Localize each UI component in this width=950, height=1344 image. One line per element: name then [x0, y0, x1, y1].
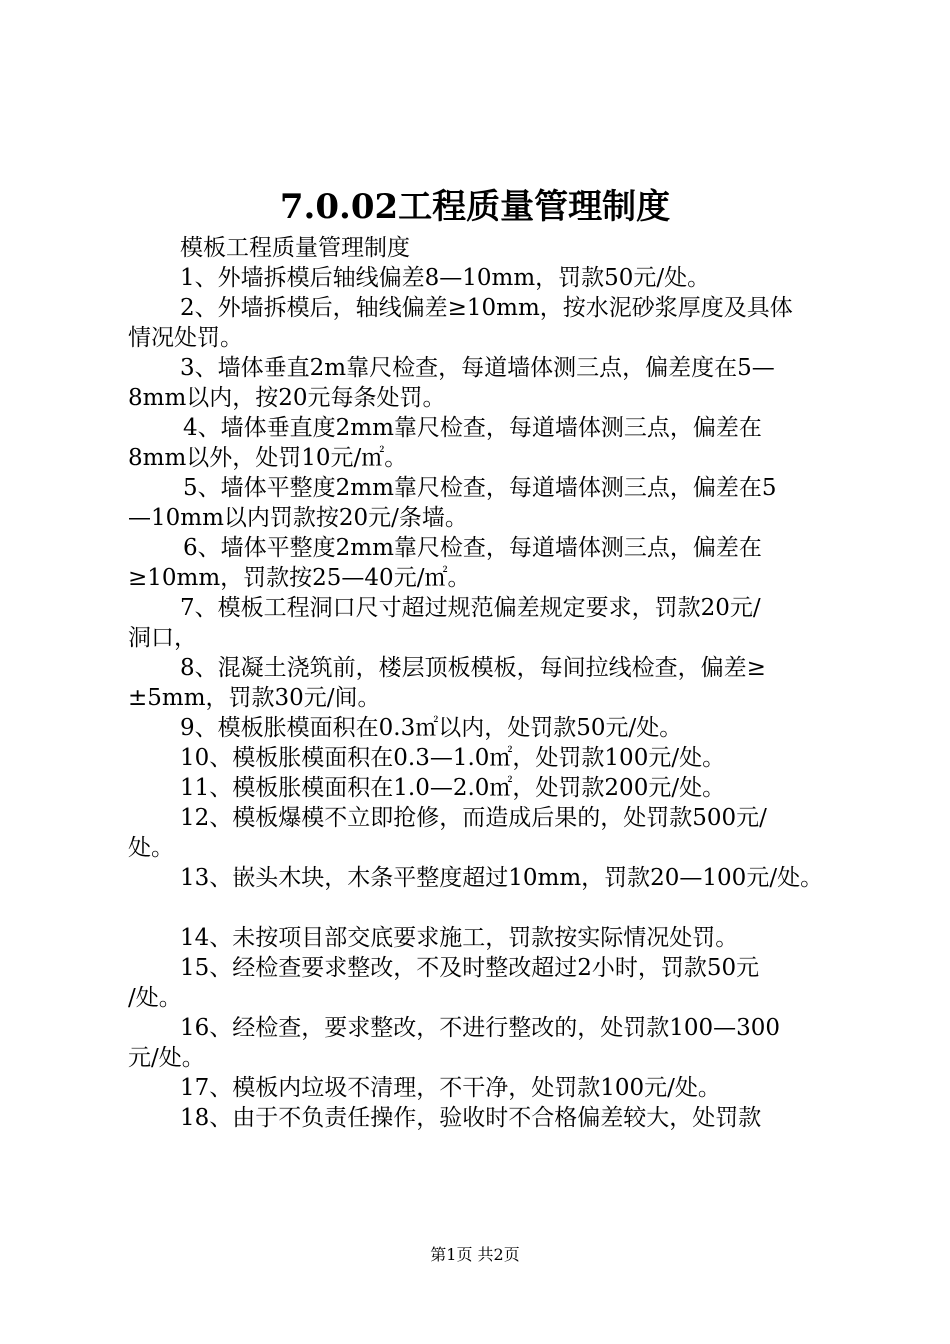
rule-item-2: 2、外墙拆模后，轴线偏差≥10mm，按水泥砂浆厚度及具体 [180, 295, 793, 321]
rule-item-15-cont: /处。 [128, 985, 182, 1011]
rule-item-12: 12、模板爆模不立即抢修，而造成后果的，处罚款500元/ [180, 805, 767, 831]
rule-item-7: 7、模板工程洞口尺寸超过规范偏差规定要求，罚款20元/ [180, 595, 761, 621]
document-title: 7.0.02工程质量管理制度 [279, 187, 671, 227]
rule-item-14: 14、未按项目部交底要求施工，罚款按实际情况处罚。 [180, 925, 739, 951]
rule-item-3-cont: 8mm以内，按20元每条处罚。 [128, 385, 446, 411]
rule-item-7-cont: 洞口， [128, 625, 197, 651]
document-body [128, 233, 838, 1133]
section-heading: 模板工程质量管理制度 [180, 235, 410, 261]
rule-item-12-cont: 处。 [128, 835, 174, 861]
rule-item-17: 17、模板内垃圾不清理，不干净，处罚款100元/处。 [180, 1075, 721, 1101]
rule-item-2-cont: 情况处罚。 [128, 325, 243, 351]
rule-item-16: 16、经检查，要求整改，不进行整改的，处罚款100—300 [180, 1015, 781, 1041]
rule-item-6-cont: ≥10mm，罚款按25—40元/㎡。 [128, 565, 471, 591]
rule-item-1: 1、外墙拆模后轴线偏差8—10mm，罚款50元/处。 [180, 265, 711, 291]
rule-item-4: 4、墙体垂直度2mm靠尺检查，每道墙体测三点，偏差在 [183, 415, 762, 441]
rule-item-4-cont: 8mm以外，处罚10元/㎡。 [128, 445, 408, 471]
rule-item-8: 8、混凝土浇筑前，楼层顶板模板，每间拉线检查，偏差≥ [180, 655, 766, 681]
page-number-footer: 第1页 共2页 [430, 1245, 520, 1264]
rule-item-8-cont: ±5mm，罚款30元/间。 [128, 685, 381, 711]
rule-item-10: 10、模板胀模面积在0.3—1.0㎡，处罚款100元/处。 [180, 745, 726, 771]
rule-item-9: 9、模板胀模面积在0.3㎡以内，处罚款50元/处。 [180, 715, 683, 741]
rule-item-13: 13、嵌头木块，木条平整度超过10mm，罚款20—100元/处。 [180, 865, 824, 891]
rule-item-5-cont: —10mm以内罚款按20元/条墙。 [128, 505, 468, 531]
rule-item-15: 15、经检查要求整改，不及时整改超过2小时，罚款50元 [180, 955, 760, 981]
rule-item-5: 5、墙体平整度2mm靠尺检查，每道墙体测三点，偏差在5 [183, 475, 777, 501]
rule-item-3: 3、墙体垂直2m靠尺检查，每道墙体测三点，偏差度在5— [180, 355, 775, 381]
rule-item-16-cont: 元/处。 [128, 1045, 205, 1071]
rule-item-18: 18、由于不负责任操作，验收时不合格偏差较大，处罚款 [180, 1105, 762, 1131]
rule-item-6: 6、墙体平整度2mm靠尺检查，每道墙体测三点，偏差在 [183, 535, 762, 561]
rule-item-11: 11、模板胀模面积在1.0—2.0㎡，处罚款200元/处。 [180, 775, 726, 801]
blank-line [128, 893, 838, 923]
